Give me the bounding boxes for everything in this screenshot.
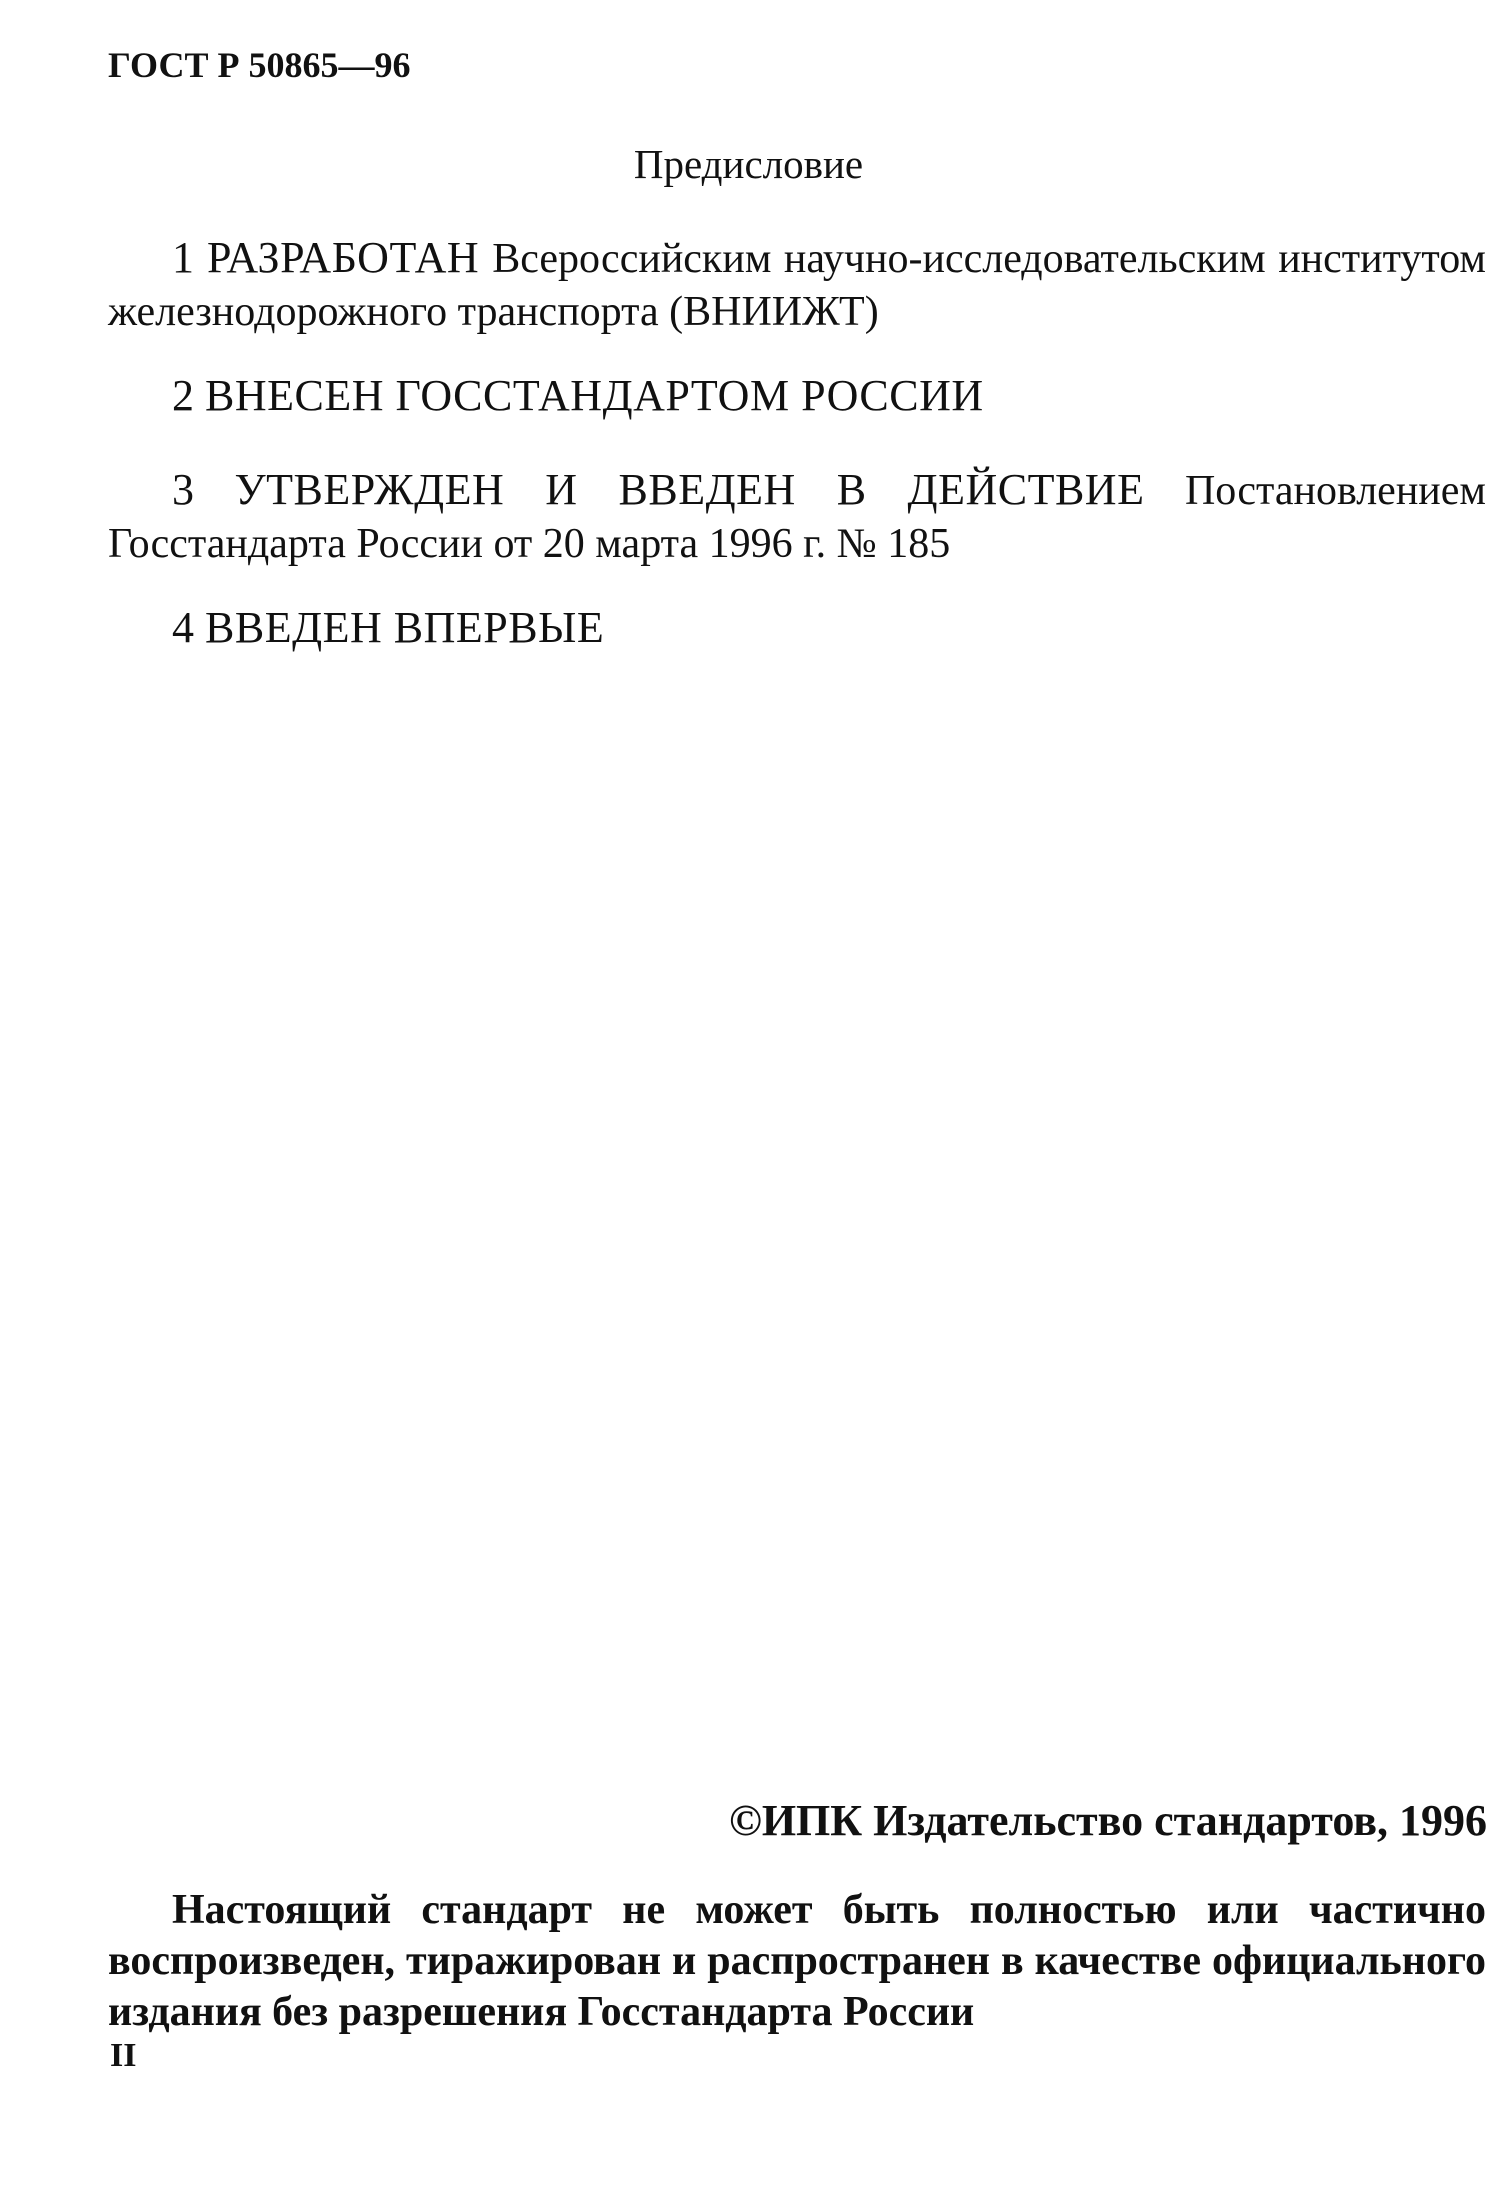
item-body: Всероссийским научно-исследовательским институтом железнодорожного транспорта (ВНИИЖТ)	[108, 236, 1487, 335]
item-number: 3	[172, 465, 194, 514]
item-body: Постановлением Госстандарта России от 20 марта 1996 г. № 185	[108, 468, 1486, 567]
copyright-line: ©ИПК Издательство стандартов, 1996	[728, 1796, 1487, 1845]
item-number: 1	[172, 233, 194, 282]
preface-item-2	[108, 370, 1486, 421]
item-head: РАЗРАБОТАН	[207, 233, 480, 282]
item-head: ВВЕДЕН ВПЕРВЫЕ	[205, 603, 605, 652]
preface-item-3	[108, 464, 1486, 570]
page-number: II	[110, 2037, 137, 2074]
preface-item-1	[108, 232, 1486, 338]
item-head: ВНЕСЕН ГОССТАНДАРТОМ РОССИИ	[205, 371, 984, 420]
page-title: Предисловие	[633, 141, 864, 187]
item-number: 2	[172, 371, 194, 420]
document-header: ГОСТ Р 50865—96	[108, 45, 411, 85]
item-number: 4	[172, 603, 194, 652]
item-head: УТВЕРЖДЕН И ВВЕДЕН В ДЕЙСТВИЕ	[234, 465, 1145, 514]
reproduction-notice: Настоящий стандарт не может быть полностью или частично воспроизведен, тиражирован и распространен в качестве официального издания без разрешения Госстандарта России	[108, 1887, 1486, 2035]
preface-item-4	[108, 602, 1486, 653]
